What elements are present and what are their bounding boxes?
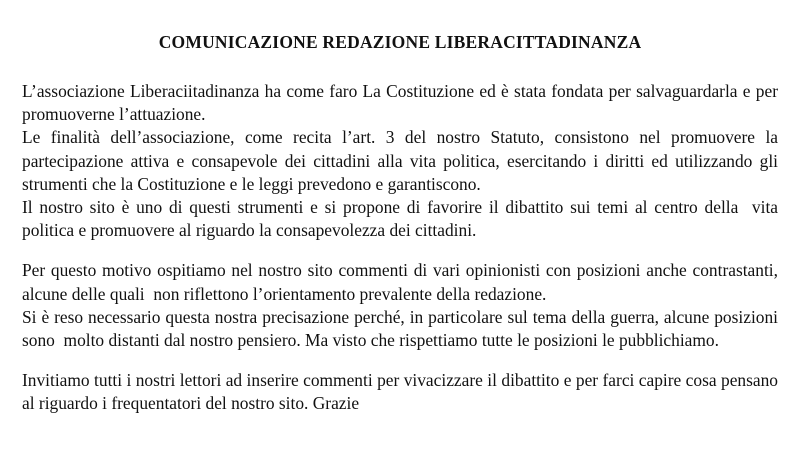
- paragraph-association-mission: L’associazione Liberaciitadinanza ha come faro La Costituzione ed è stata fondata per salvaguardarla e per promuoverne l’attuazione.: [22, 81, 783, 125]
- paragraph-reader-invitation: Invitiamo tutti i nostri lettori ad inserire commenti per vivacizzare il dibattito e per farci capire cosa pensano al riguardo i frequentatori del nostro sito. Grazie: [22, 370, 783, 414]
- paragraph-block-invitation: [22, 369, 783, 415]
- paragraph-opinionists: Per questo motivo ospitiamo nel nostro sito commenti di vari opinionisti con posizioni anche contrastanti, alcune delle quali non riflettono l’orientamento prevalente della redazione.: [22, 260, 783, 304]
- paragraph-block-editorial-position: [22, 259, 783, 352]
- paragraph-statute-goals: Le finalità dell’associazione, come recita l’art. 3 del nostro Statuto, consistono nel promuovere la partecipazione attiva e consapevole dei cittadini alla vita politica, esercitando i diritti ed utilizzando gli strumenti che la Costituzione e le leggi prevedono e garantiscono.: [22, 127, 783, 194]
- paragraph-site-purpose: Il nostro sito è uno di questi strumenti e si propone di favorire il dibattito sui temi al centro della vita politica e promuovere al riguardo la consapevolezza dei cittadini.: [22, 197, 783, 241]
- document-title: COMUNICAZIONE REDAZIONE LIBERACITTADINANZA: [158, 32, 642, 52]
- paragraph-block-intro: [22, 80, 783, 242]
- paragraph-clarification: Si è reso necessario questa nostra precisazione perché, in particolare sul tema della guerra, alcune posizioni sono molto distanti dal nostro pensiero. Ma visto che rispettiamo tutte le posizioni le pubblichiamo.: [22, 306, 783, 351]
